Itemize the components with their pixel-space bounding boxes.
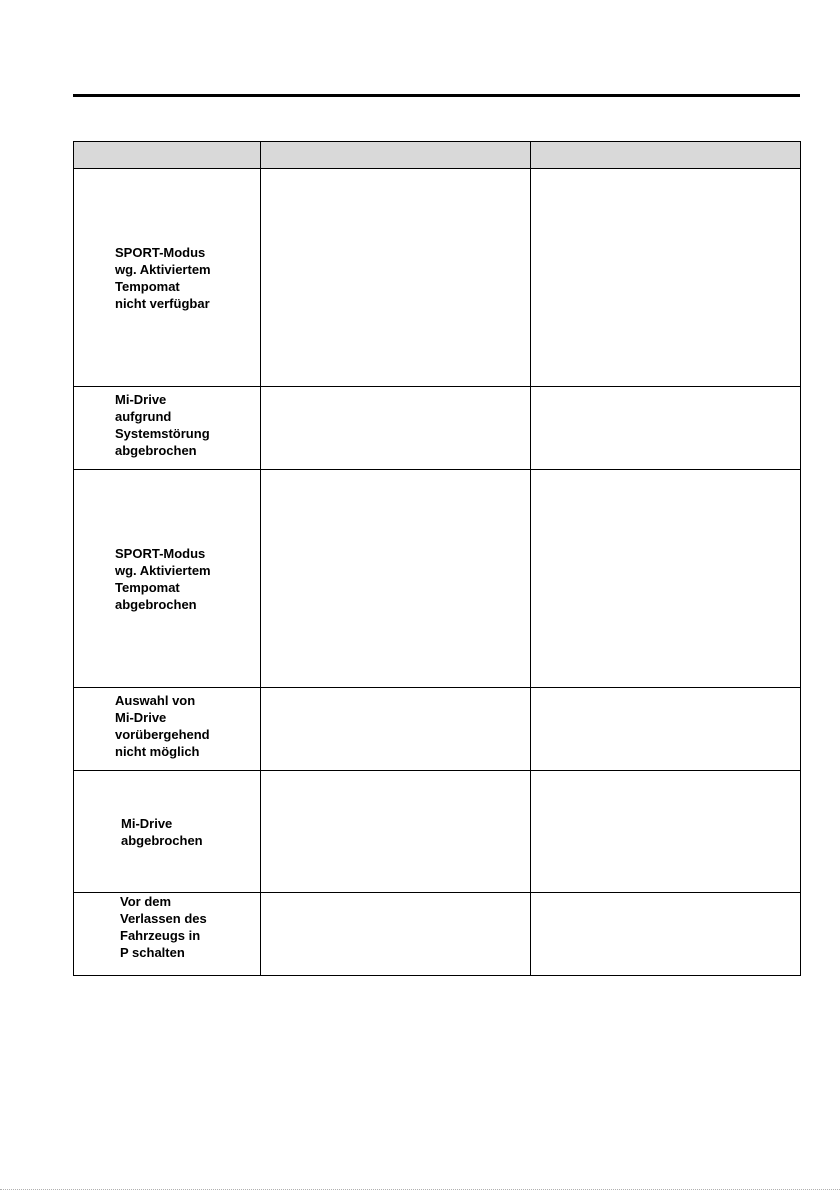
message-cell (74, 893, 261, 976)
header-rule (73, 94, 800, 97)
table-row (74, 169, 801, 387)
message-cell (74, 470, 261, 688)
header-cell-right (531, 142, 801, 169)
middle-cell (261, 771, 531, 893)
right-cell (531, 688, 801, 771)
display-message-text: Mi-Drive abgebrochen (121, 815, 203, 848)
message-cell (74, 688, 261, 771)
table-row (74, 387, 801, 470)
table-row (74, 688, 801, 771)
header-cell-middle (261, 142, 531, 169)
middle-cell (261, 387, 531, 470)
right-cell (531, 893, 801, 976)
table-header-row (74, 142, 801, 169)
table-row (74, 771, 801, 893)
header-cell-message (74, 142, 261, 169)
display-message-text: Mi-Drive aufgrund Systemstörung abgebrochen (115, 392, 210, 458)
middle-cell (261, 169, 531, 387)
display-message-text: Auswahl von Mi-Drive vorübergehend nicht möglich (115, 693, 210, 759)
bottom-dotted-edge (0, 1189, 840, 1190)
message-cell (74, 387, 261, 470)
right-cell (531, 387, 801, 470)
right-cell (531, 470, 801, 688)
display-message-text: SPORT-Modus wg. Aktiviertem Tempomat abgebrochen (115, 545, 211, 612)
right-cell (531, 771, 801, 893)
right-cell (531, 169, 801, 387)
middle-cell (261, 470, 531, 688)
message-table (73, 141, 801, 976)
display-message-text: Vor dem Verlassen des Fahrzeugs in P schalten (120, 894, 207, 960)
table-row (74, 893, 801, 976)
middle-cell (261, 893, 531, 976)
display-message-text: SPORT-Modus wg. Aktiviertem Tempomat nicht verfügbar (115, 244, 211, 311)
middle-cell (261, 688, 531, 771)
message-cell (74, 169, 261, 387)
table-row (74, 470, 801, 688)
message-cell (74, 771, 261, 893)
